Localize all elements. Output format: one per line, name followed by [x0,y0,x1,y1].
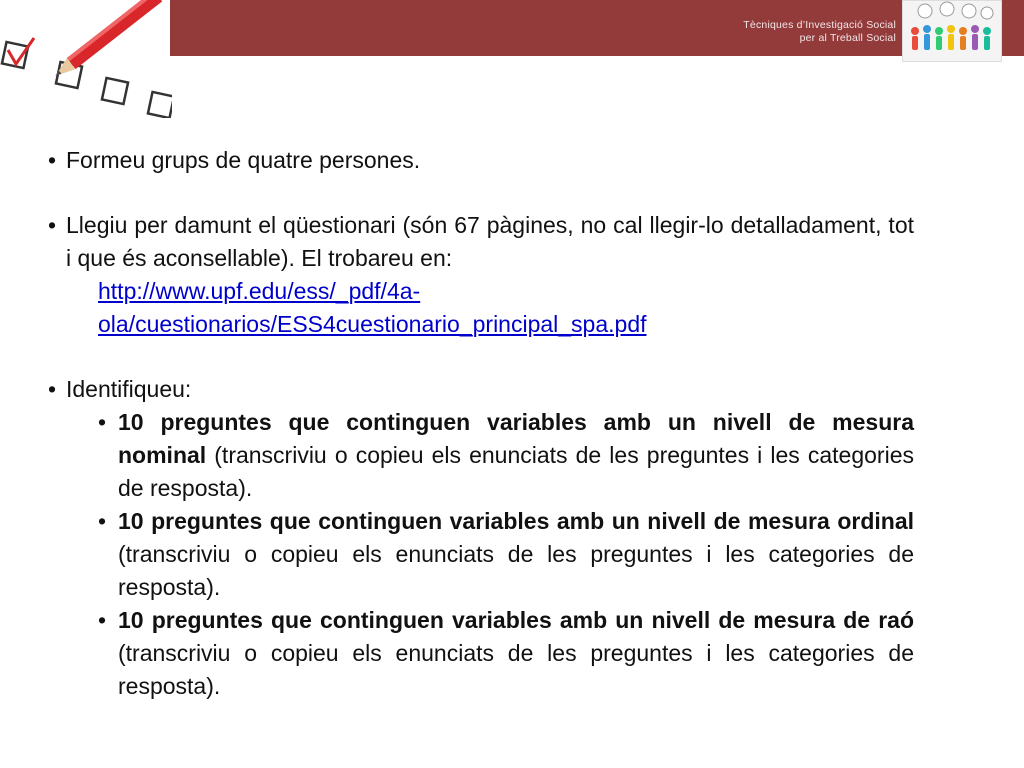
subitem-ratio-level: de raó [843,607,914,633]
subitem-nominal-rest: (transcriviu o copieu els enunciats de les preguntes i les categories de resposta). [118,442,914,501]
paragraph-identify-text: Identifiqueu: [66,376,192,402]
bullet-marker: • [48,376,57,402]
bullet-marker: • [48,212,57,238]
subitem-nominal [48,406,914,505]
bullet-marker: • [98,508,107,534]
subitem-ordinal-level: ordinal [837,508,914,534]
subitem-ratio-rest: (transcriviu o copieu els enunciats de les preguntes i les categories de resposta). [118,640,914,699]
header-title [743,19,896,45]
bullet-marker: • [48,147,57,173]
subitem-ordinal-rest: (transcriviu o copieu els enunciats de les preguntes i les categories de resposta). [118,541,914,600]
questionnaire-link-line2[interactable]: ola/cuestionarios/ESS4cuestionario_principal_spa.pdf [98,311,647,337]
paragraph-groups-text: Formeu grups de quatre persones. [66,147,421,173]
subitem-nominal-lead: 10 preguntes que continguen variables amb un nivell de mesura [118,409,914,435]
questionnaire-link-line1[interactable]: http://www.upf.edu/ess/_pdf/4a- [98,278,421,304]
paragraph-identify [48,373,914,406]
header-title-line2: per al Treball Social [799,32,896,44]
subitem-nominal-level: nominal [118,442,207,468]
paragraph-questionnaire-text: Llegiu per damunt el qüestionari (són 67 pàgines, no cal llegir-lo detalladament, tot i que és aconsellable). El trobareu en: [66,212,914,271]
slide-content [48,144,914,703]
bullet-marker: • [98,607,107,633]
paragraph-questionnaire [48,209,914,275]
questionnaire-link-block [48,275,914,341]
checklist-pencil-icon [0,0,172,118]
subitem-ordinal [48,505,914,604]
subitem-ordinal-lead: 10 preguntes que continguen variables amb un nivell de mesura [118,508,830,534]
bullet-marker: • [98,409,107,435]
header-title-line1: Tècniques d’Investigació Social [743,19,896,31]
paragraph-groups [48,144,914,177]
subitem-ratio-lead: 10 preguntes que continguen variables amb un nivell de mesura [118,607,836,633]
people-logo-icon [902,0,1002,62]
subitem-ratio [48,604,914,703]
